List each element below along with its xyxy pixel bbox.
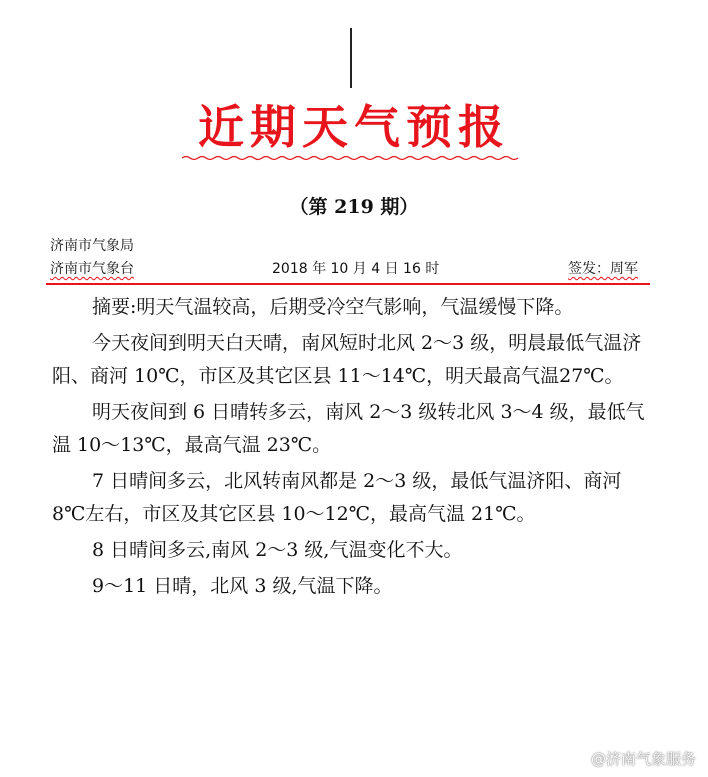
text-cursor-line xyxy=(350,28,352,88)
weibo-icon xyxy=(565,751,587,767)
forecast-body xyxy=(52,291,656,606)
document-title: 近期天气预报 xyxy=(198,100,510,154)
watermark-text: @济南气象服务 xyxy=(590,750,696,768)
red-divider-rule xyxy=(46,283,650,285)
summary-paragraph: 摘要:明天气温较高，后期受冷空气影响，气温缓慢下降。 xyxy=(92,296,574,318)
weibo-watermark xyxy=(565,748,696,769)
title-spellcheck-squiggle xyxy=(182,155,522,161)
meta-row xyxy=(50,259,646,281)
forecast-paragraph: 明天夜间到 6 日晴转多云，南风 2～3 级转北风 3～4 级，最低气温 10～13℃，最高气温 23℃。 xyxy=(52,401,645,456)
issue-number: （第 219 期） xyxy=(289,196,419,218)
signer: 签发：周军 xyxy=(568,261,638,277)
forecast-paragraph: 今天夜间到明天白天晴，南风短时北风 2～3 级，明晨最低气温济阳、商河 10℃，市区及其它区县 11～14℃，明天最高气温27℃。 xyxy=(52,332,642,387)
forecast-paragraph: 7 日晴间多云，北风转南风都是 2～3 级，最低气温济阳、商河 8℃左右，市区及其它区县 10～12℃，最高气温 21℃。 xyxy=(52,470,622,525)
forecast-paragraph: 8 日晴间多云,南风 2～3 级,气温变化不大。 xyxy=(92,539,463,561)
forecast-paragraph: 9～11 日晴，北风 3 级,气温下降。 xyxy=(92,575,393,597)
issuing-bureau: 济南市气象局 xyxy=(50,238,134,254)
issuing-observatory: 济南市气象台 xyxy=(50,261,134,277)
issue-date: 2018 年 10 月 4 日 16 时 xyxy=(272,261,440,277)
